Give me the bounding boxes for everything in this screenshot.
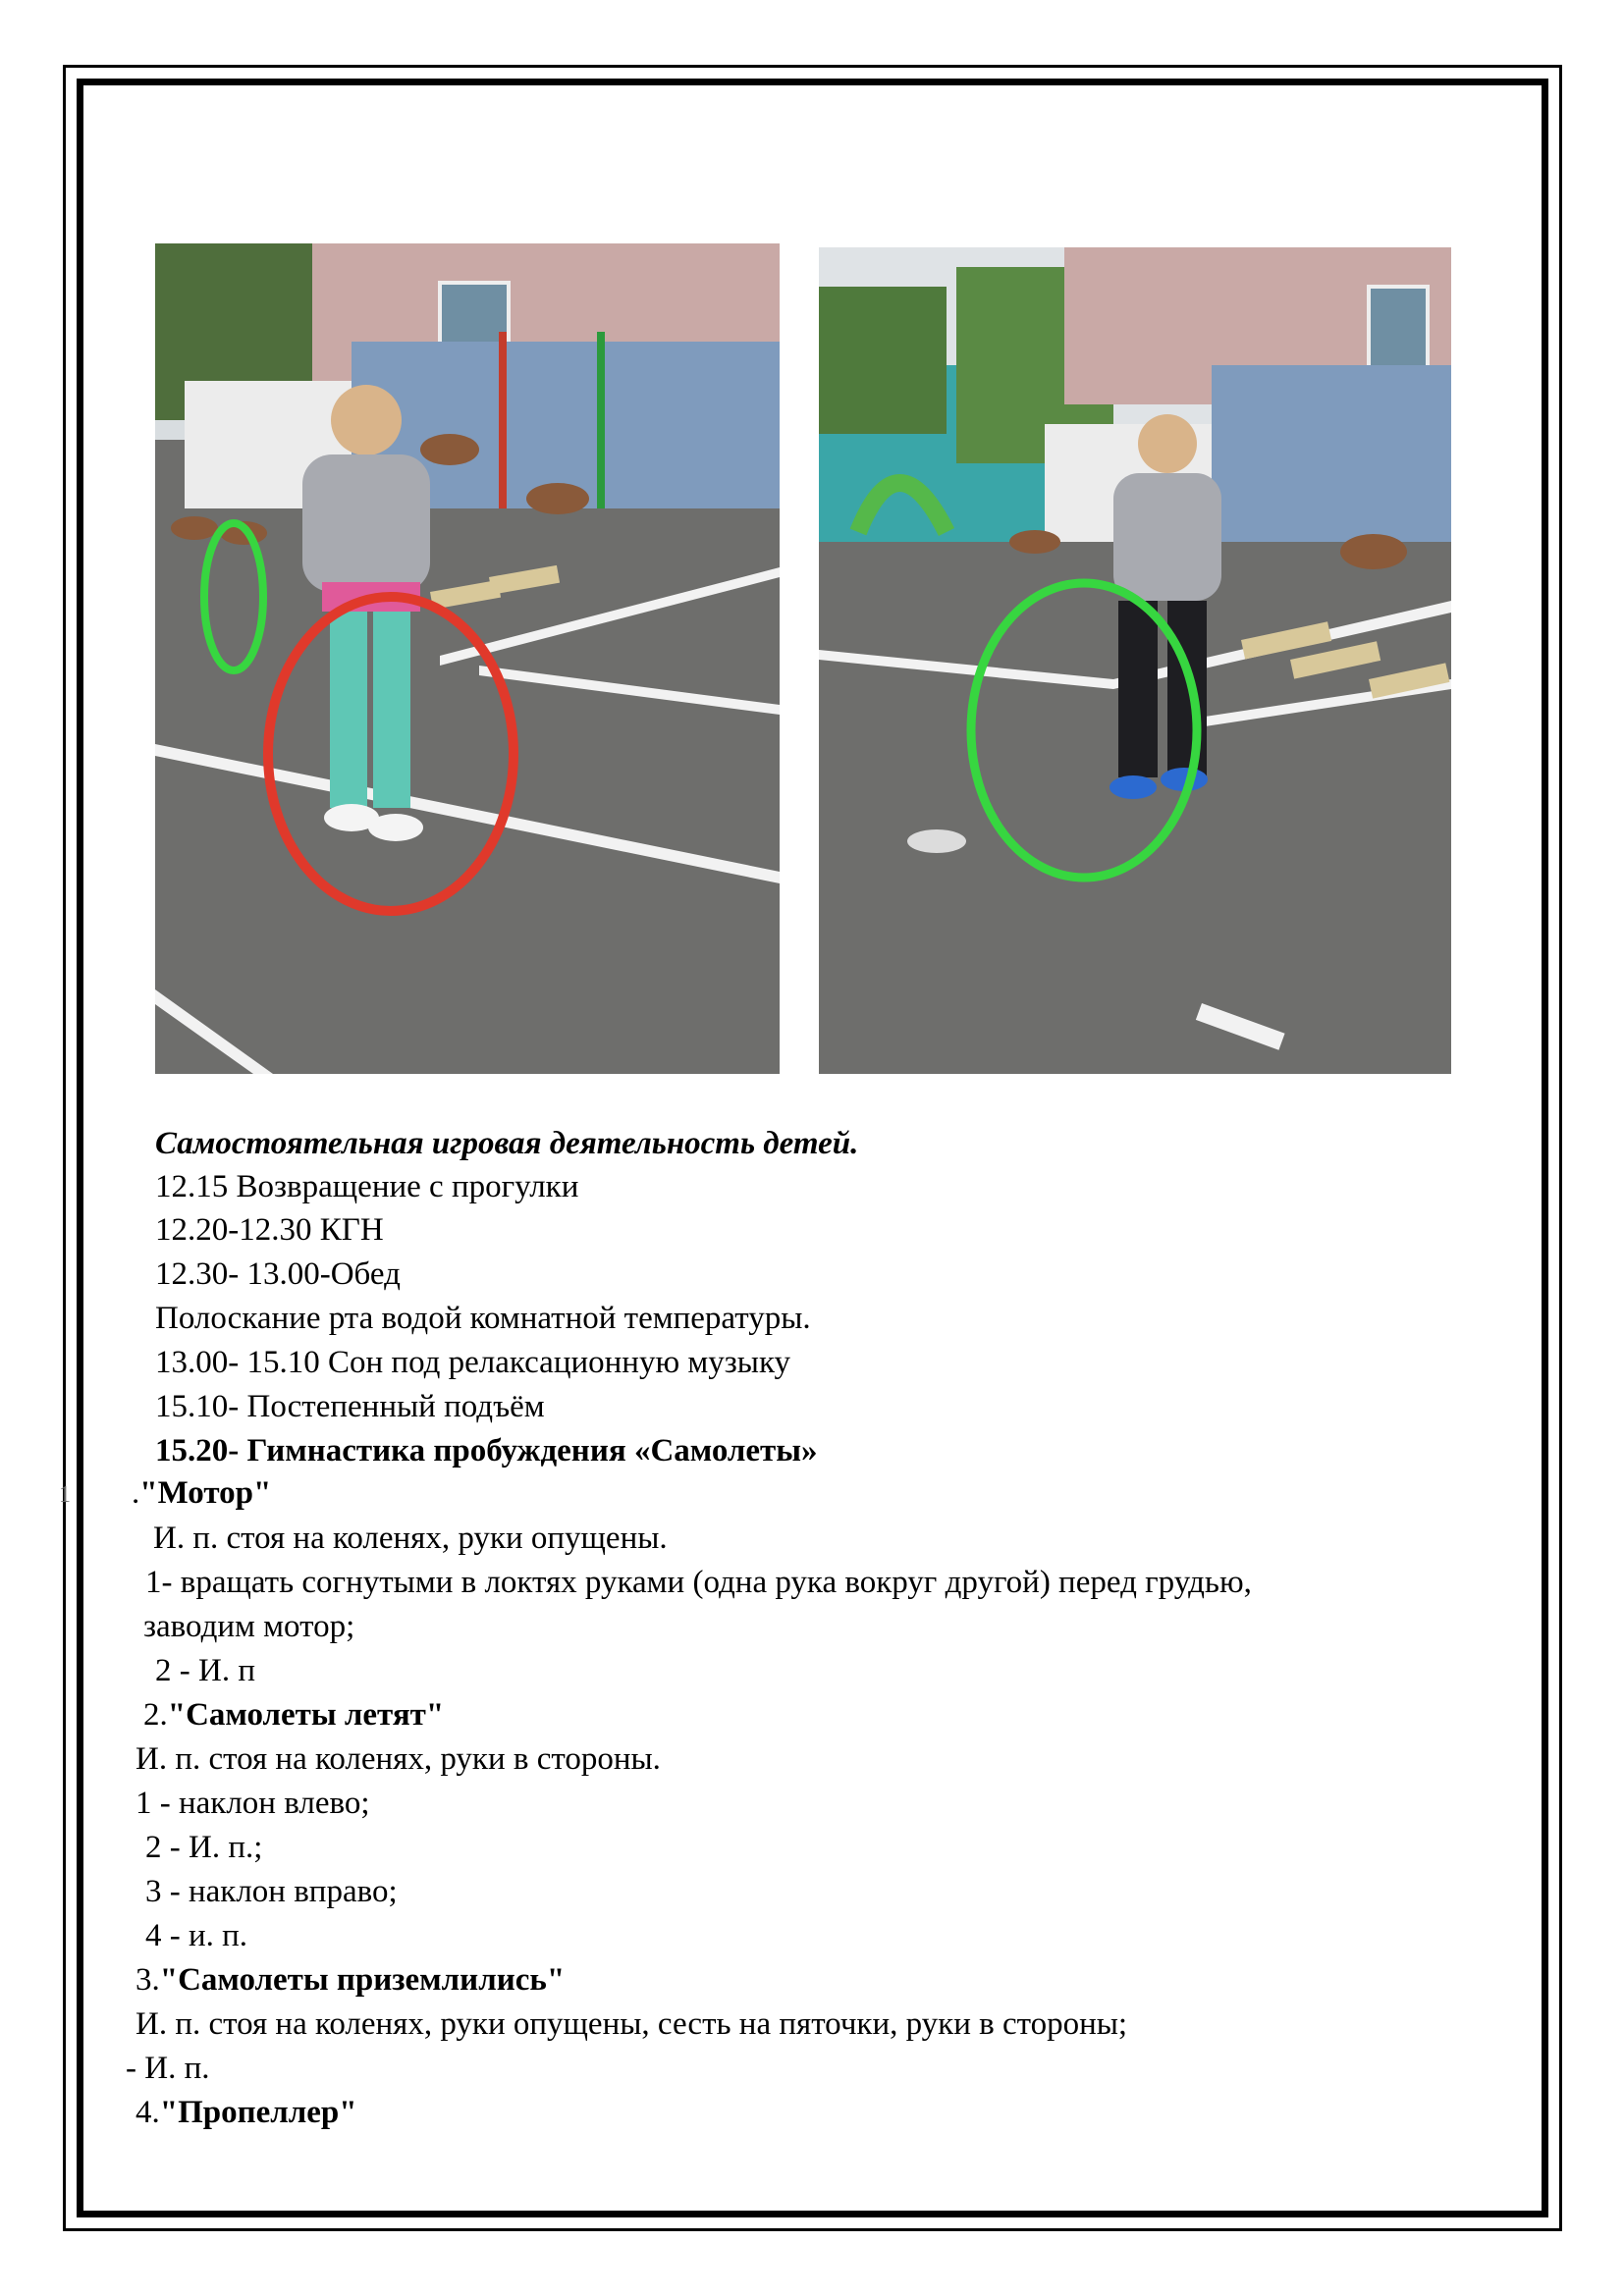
- exercise-2-name: "Самолеты летят": [167, 1697, 445, 1733]
- exercise-1-step: 1- вращать согнутыми в локтях руками (одна рука вокруг другой) перед грудью,: [145, 1565, 1252, 1600]
- exercise-1-heading: [132, 1472, 271, 1514]
- exercise-1-step: заводим мотор;: [143, 1609, 355, 1644]
- schedule-item: 12.20-12.30 КГН: [155, 1212, 384, 1248]
- exercise-2-number: 2.: [143, 1697, 168, 1733]
- exercise-2-step: 2 - И. п.;: [145, 1830, 263, 1865]
- exercise-2-step: 1 - наклон влево;: [135, 1786, 370, 1821]
- schedule-item: 13.00- 15.10 Сон под релаксационную музыку: [155, 1345, 791, 1380]
- photo-boy-with-green-hoop: [819, 247, 1451, 1074]
- exercise-3-name: "Самолеты приземлились": [159, 1962, 566, 1998]
- exercise-2-step: 4 - и. п.: [145, 1918, 248, 1953]
- exercise-3-start: И. п. стоя на коленях, руки опущены, сесть на пяточки, руки в стороны;: [135, 2006, 1128, 2042]
- exercise-1-start: И. п. стоя на коленях, руки опущены.: [153, 1521, 668, 1556]
- schedule-item: 12.15 Возвращение с прогулки: [155, 1169, 579, 1204]
- gymnastics-title: 15.20- Гимнастика пробуждения «Самолеты»: [155, 1433, 818, 1468]
- margin-mark: 1: [59, 1482, 71, 1508]
- exercise-4-heading: [135, 2092, 357, 2133]
- schedule-item: 12.30- 13.00-Обед: [155, 1256, 401, 1292]
- exercise-3-end: - И. п.: [126, 2051, 210, 2086]
- exercise-3-heading: [135, 1959, 565, 2001]
- photo-girl-with-red-hoop: [155, 243, 780, 1074]
- exercise-1-step: 2 - И. п: [155, 1653, 255, 1688]
- exercise-2-heading: [143, 1694, 444, 1735]
- exercise-2-start: И. п. стоя на коленях, руки в стороны.: [135, 1741, 661, 1777]
- exercise-4-name: "Пропеллер": [159, 2095, 357, 2130]
- schedule-item: Полоскание рта водой комнатной температуры.: [155, 1301, 811, 1336]
- schedule-item: 15.10- Постепенный подъём: [155, 1389, 545, 1424]
- exercise-2-step: 3 - наклон вправо;: [145, 1874, 398, 1909]
- exercise-1-number: .: [132, 1475, 140, 1511]
- exercise-3-number: 3.: [135, 1962, 160, 1998]
- exercise-1-name: "Мотор": [139, 1475, 272, 1511]
- section-heading: Самостоятельная игровая деятельность детей.: [155, 1126, 859, 1161]
- exercise-4-number: 4.: [135, 2095, 160, 2130]
